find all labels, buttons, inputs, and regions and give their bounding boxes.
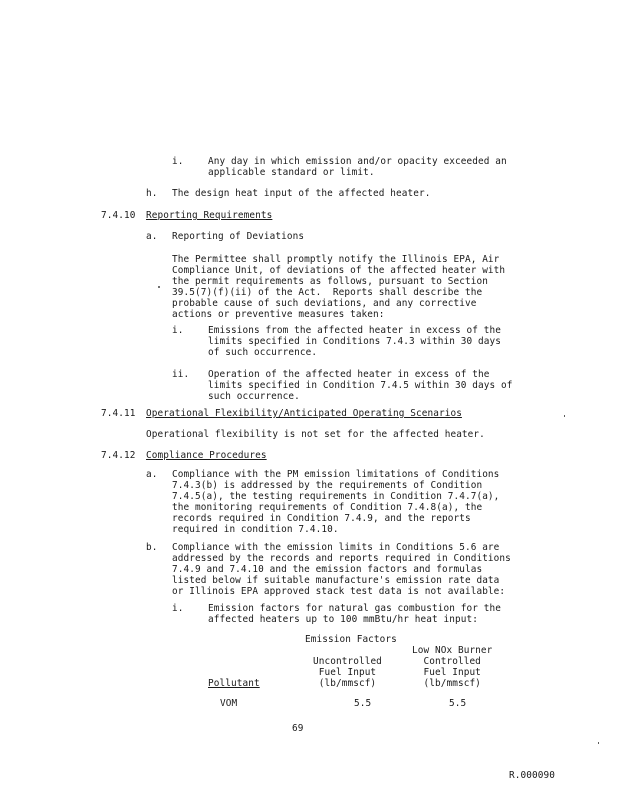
section-7-4-11-title: Operational Flexibility/Anticipated Operating Scenarios: [146, 408, 462, 419]
item-i-text: Any day in which emission and/or opacity exceeded an applicable standard or limit.: [208, 156, 507, 178]
item-h-marker: h.: [146, 188, 158, 199]
compliance-a-marker: a.: [146, 469, 158, 480]
section-7-4-11-number: 7.4.11: [101, 408, 136, 419]
table-row-header: Pollutant: [208, 678, 260, 689]
reporting-item-1-marker: i.: [172, 325, 184, 336]
page-number: 69: [292, 723, 304, 734]
compliance-b-i-text: Emission factors for natural gas combustion for the affected heaters up to 100 mmBtu/hr heat input:: [208, 603, 501, 625]
compliance-b-i-marker: i.: [172, 603, 184, 614]
table-col-controlled-header: Low NOx Burner Controlled Fuel Input (lb/mmscf): [412, 645, 493, 689]
table-cell-pollutant: VOM: [220, 698, 238, 709]
table-col-uncontrolled-header: Uncontrolled Fuel Input (lb/mmscf): [313, 656, 382, 689]
bates-number: R.000090: [509, 770, 555, 781]
compliance-b-text: Compliance with the emission limits in Conditions 5.6 are addressed by the records and reports required in Conditions 7.4.9 and 7.4.10 and the emission factors and formulas listed below if suitable manufacture's emission rate data or Illinois EPA approved stack test data is not available:: [172, 542, 511, 597]
reporting-a-marker: a.: [146, 231, 158, 242]
scan-speck: [598, 742, 599, 744]
reporting-item-2-text: Operation of the affected heater in excess of the limits specified in Condition 7.4.5 within 30 days of such occurrence.: [208, 369, 513, 402]
section-7-4-10-number: 7.4.10: [101, 210, 136, 221]
table-caption: Emission Factors: [305, 634, 397, 645]
reporting-item-1-text: Emissions from the affected heater in excess of the limits specified in Conditions 7.4.3 within 30 days of such occurrence.: [208, 325, 501, 358]
section-7-4-10-title: Reporting Requirements: [146, 210, 273, 221]
item-i-marker: i.: [172, 156, 184, 167]
section-7-4-12-number: 7.4.12: [101, 450, 136, 461]
reporting-item-2-marker: ii.: [172, 369, 190, 380]
section-7-4-12-title: Compliance Procedures: [146, 450, 267, 461]
item-h-text: The design heat input of the affected heater.: [172, 188, 431, 199]
scan-speck: [158, 286, 160, 288]
section-7-4-11-text: Operational flexibility is not set for the affected heater.: [146, 429, 485, 440]
compliance-a-text: Compliance with the PM emission limitations of Conditions 7.4.3(b) is addressed by the requirements of Condition 7.4.5(a), the testing requirements in Condition 7.4.7(a), the monitoring requirements of Condition 7.4.8(a), the records required in Condition 7.4.9, and the reports required in condition 7.4.10.: [172, 469, 500, 535]
compliance-b-marker: b.: [146, 542, 158, 553]
scan-speck: [564, 415, 565, 417]
reporting-a-title: Reporting of Deviations: [172, 231, 305, 242]
table-cell-controlled: 5.5: [449, 698, 467, 709]
table-cell-uncontrolled: 5.5: [354, 698, 372, 709]
reporting-paragraph: The Permittee shall promptly notify the Illinois EPA, Air Compliance Unit, of deviations of the affected heater with the permit requirements as follows, pursuant to Section 39.5(7)(f)(ii) of the Act. Reports shall describe the probable cause of such deviations, and any corrective actions or preventive measures taken:: [172, 254, 506, 320]
